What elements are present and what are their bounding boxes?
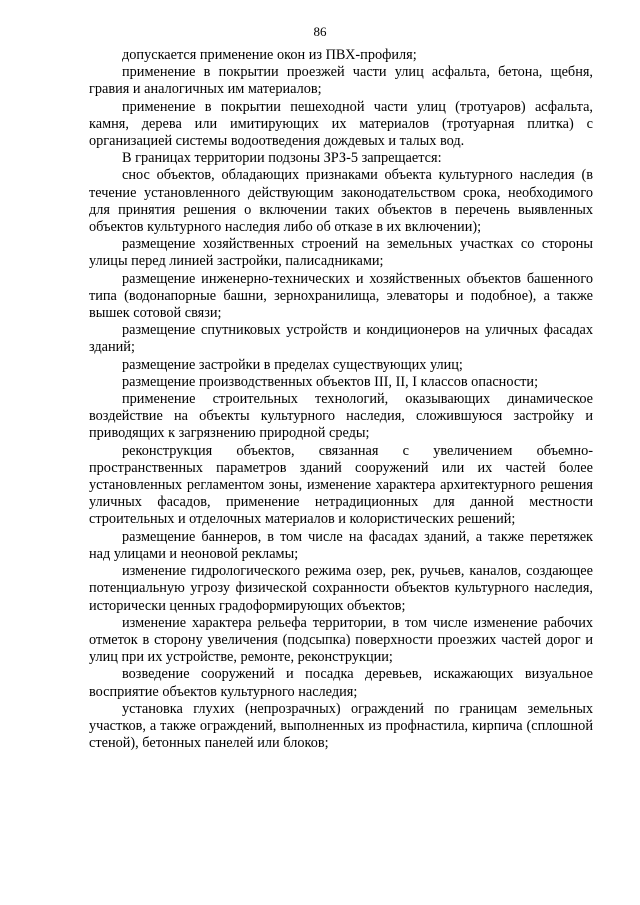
paragraph: В границах территории подзоны ЗРЗ-5 запрещается:	[122, 150, 442, 167]
paragraph: применение строительных технологий, оказывающих динамическое воздействие на объекты культурного наследия, сложившуюся застройку и приводящих к загрязнению природной среды;	[89, 391, 593, 442]
paragraph: применение в покрытии пешеходной части улиц (тротуаров) асфальта, камня, дерева или имитирующих их материалов (тротуарная плитка) с организацией системы водоотведения дождевых и талых вод.	[89, 98, 593, 150]
paragraph: размещение производственных объектов III, II, I классов опасности;	[122, 373, 539, 390]
paragraph: размещение застройки в пределах существующих улиц;	[122, 356, 463, 373]
paragraph: возведение сооружений и посадка деревьев, искажающих визуальное восприятие объектов культурного наследия;	[89, 666, 593, 700]
paragraph: реконструкция объектов, связанная с увеличением объемно-пространственных параметров зданий сооружений или их частей более установленных регламентом зоны, изменение характера архитектурного решения уличных фасадов, применение нетрадиционных для данной местности строительных и отделочных материалов и колористических решений;	[89, 442, 593, 528]
paragraph: применение в покрытии проезжей части улиц асфальта, бетона, щебня, гравия и аналогичных им материалов;	[89, 64, 593, 98]
paragraph: снос объектов, обладающих признаками объекта культурного наследия (в течение установленного действующим законодательством срока, необходимого для принятия решения о включении таких объектов в перечень выявленных объектов культурного наследия либо об отказе в их включении);	[89, 167, 593, 236]
paragraph: размещение инженерно-технических и хозяйственных объектов башенного типа (водонапорные башни, зернохранилища, элеваторы и подобное), а также вышек сотовой связи;	[89, 270, 593, 322]
paragraph: размещение баннеров, в том числе на фасадах зданий, а также перетяжек над улицами и неоновой рекламы;	[89, 528, 593, 562]
page-number: 86	[313, 24, 327, 39]
paragraph: размещение хозяйственных строений на земельных участках со стороны улицы перед линией застройки, палисадниками;	[89, 236, 593, 270]
paragraph: изменение характера рельефа территории, в том числе изменение рабочих отметок в сторону увеличения (подсыпка) поверхности проезжих частей дорог и улиц при их устройстве, ремонте, реконструкции;	[89, 614, 593, 666]
paragraph: размещение спутниковых устройств и кондиционеров на уличных фасадах зданий;	[89, 322, 593, 356]
paragraph: установка глухих (непрозрачных) ограждений по границам земельных участков, а также ограждений, выполненных из профнастила, кирпича (сплошной стеной), бетонных панелей или блоков;	[89, 700, 593, 752]
paragraph: допускается применение окон из ПВХ-профиля;	[122, 47, 417, 63]
paragraph: изменение гидрологического режима озер, рек, ручьев, каналов, создающее потенциальную угрозу физической сохранности объектов культурного наследия, исторически ценных градоформирующих объектов;	[89, 563, 593, 614]
document-body	[89, 47, 593, 752]
